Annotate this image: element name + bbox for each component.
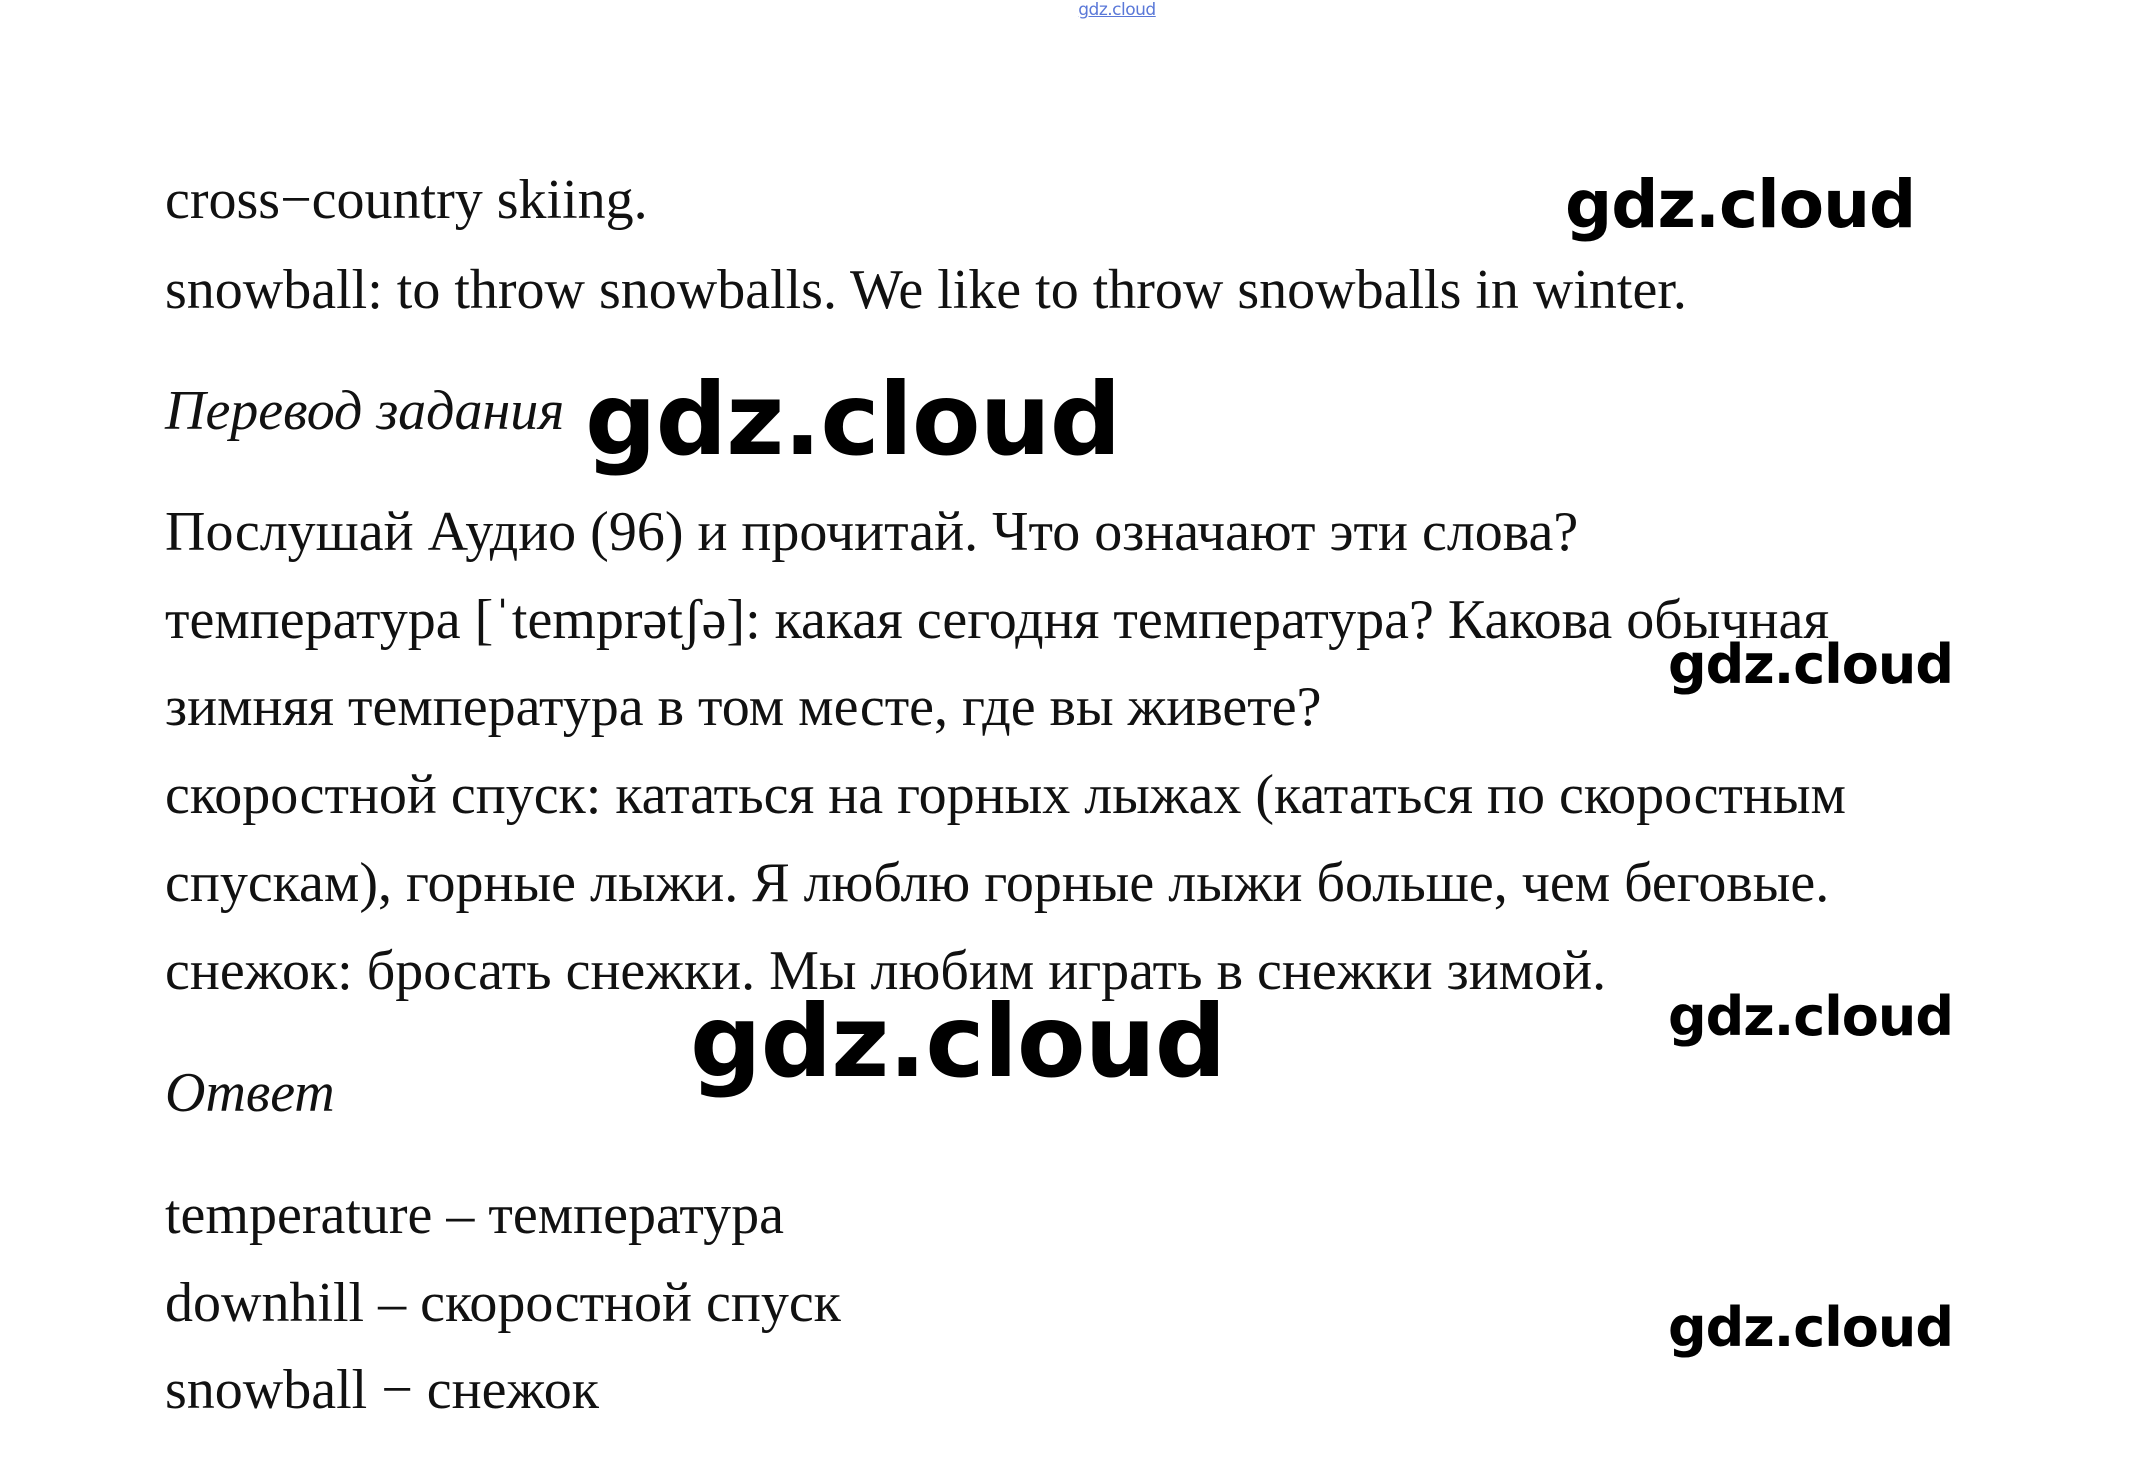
translation-line: скоростной спуск: кататься на горных лыжах (кататься по скоростным	[165, 764, 1846, 826]
watermark: gdz.cloud	[1668, 985, 1953, 1048]
answer-line: downhill – скоростной спуск	[165, 1272, 841, 1334]
watermark: gdz.cloud	[690, 983, 1226, 1100]
answer-line: snowball − снежок	[165, 1359, 599, 1421]
text-line-snowball-en: snowball: to throw snowballs. We like to throw snowballs in winter.	[165, 259, 1687, 321]
answer-heading: Ответ	[165, 1062, 335, 1124]
watermark: gdz.cloud	[585, 361, 1121, 478]
top-site-link[interactable]: gdz.cloud	[1078, 0, 1156, 20]
text-line-cross-country: cross−country skiing.	[165, 169, 648, 231]
answer-line: temperature – температура	[165, 1184, 784, 1246]
translation-line: Послушай Аудио (96) и прочитай. Что означают эти слова?	[165, 501, 1579, 563]
watermark: gdz.cloud	[1565, 166, 1916, 243]
translation-heading: Перевод задания	[165, 380, 565, 442]
translation-line: зимняя температура в том месте, где вы живете?	[165, 676, 1322, 738]
translation-line: спускам), горные лыжи. Я люблю горные лыжи больше, чем беговые.	[165, 852, 1830, 914]
translation-line: температура [ˈtemprətʃə]: какая сегодня температура? Какова обычная	[165, 589, 1830, 651]
watermark: gdz.cloud	[1668, 1296, 1953, 1359]
watermark: gdz.cloud	[1668, 633, 1953, 696]
translation-line: снежок: бросать снежки. Мы любим играть в снежки зимой.	[165, 940, 1607, 1002]
